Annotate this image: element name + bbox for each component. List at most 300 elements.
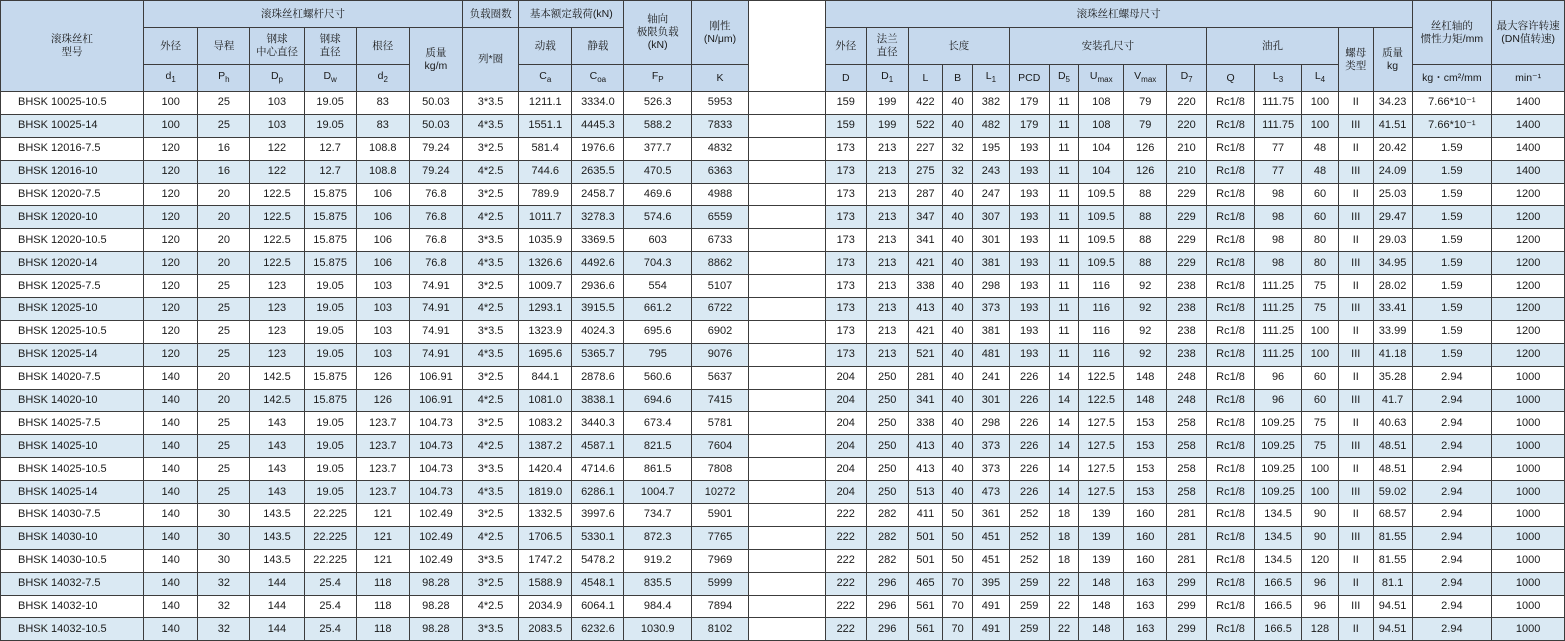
value-cell: 76.8 <box>409 229 462 252</box>
value-cell: 120 <box>144 320 198 343</box>
value-cell: 238 <box>1167 320 1207 343</box>
value-cell: 373 <box>972 298 1009 321</box>
value-cell: 298 <box>972 412 1009 435</box>
model-cell: BHSK 12020-10 <box>1 206 144 229</box>
value-cell: 20 <box>198 206 250 229</box>
symbol-ph: $P_h$ <box>198 65 250 92</box>
value-cell: 2.94 <box>1412 412 1492 435</box>
model-cell: BHSK 12016-7.5 <box>1 137 144 160</box>
value-cell: 127.5 <box>1079 458 1124 481</box>
value-cell: 5478.2 <box>572 549 624 572</box>
value-cell: 88 <box>1124 183 1167 206</box>
value-cell: 109.5 <box>1079 206 1124 229</box>
value-cell: 100 <box>144 114 198 137</box>
ball-center-dia-header: 钢球 中心直径 <box>250 28 304 65</box>
value-cell: 695.6 <box>624 320 691 343</box>
value-cell: 77 <box>1255 160 1302 183</box>
value-cell: 22.225 <box>304 504 356 527</box>
value-cell: 1000 <box>1492 458 1565 481</box>
value-cell: 96 <box>1255 366 1302 389</box>
value-cell: 1332.5 <box>519 504 572 527</box>
value-cell: 103 <box>250 114 304 137</box>
value-cell: 11 <box>1049 298 1079 321</box>
value-cell: 106.91 <box>409 366 462 389</box>
value-cell: 22.225 <box>304 526 356 549</box>
value-cell: 19.05 <box>304 320 356 343</box>
value-cell: 258 <box>1167 458 1207 481</box>
value-cell: 32 <box>198 572 250 595</box>
value-cell: 92 <box>1124 320 1167 343</box>
symbol-l1: $L_1$ <box>972 65 1009 92</box>
value-cell: 143.5 <box>250 549 304 572</box>
value-cell: 120 <box>144 229 198 252</box>
value-cell: 102.49 <box>409 504 462 527</box>
value-cell: 281 <box>1167 526 1207 549</box>
value-cell: Rc1/8 <box>1207 206 1255 229</box>
table-row <box>1 549 1565 572</box>
value-cell: 1000 <box>1492 618 1565 641</box>
value-cell: 153 <box>1124 481 1167 504</box>
value-cell: 109.5 <box>1079 252 1124 275</box>
value-cell: 60 <box>1302 389 1339 412</box>
value-cell: 100 <box>1302 92 1339 115</box>
dynamic-load-header: 动载 <box>519 28 572 65</box>
value-cell: 116 <box>1079 275 1124 298</box>
value-cell: 90 <box>1302 526 1339 549</box>
value-cell: 3278.3 <box>572 206 624 229</box>
value-cell: 25 <box>198 114 250 137</box>
value-cell: 59.02 <box>1373 481 1412 504</box>
value-cell: 1400 <box>1492 160 1565 183</box>
value-cell: 30 <box>198 526 250 549</box>
mount-hole-header: 安装孔尺寸 <box>1009 28 1206 65</box>
value-cell: 561 <box>908 595 943 618</box>
blank-cell <box>749 389 826 412</box>
model-cell: BHSK 14020-10 <box>1 389 144 412</box>
blank-cell <box>749 92 826 115</box>
value-cell: 5999 <box>691 572 748 595</box>
value-cell: 144 <box>250 572 304 595</box>
value-cell: Rc1/8 <box>1207 526 1255 549</box>
value-cell: 2878.6 <box>572 366 624 389</box>
value-cell: 22 <box>1049 595 1079 618</box>
symbol-d1: $d_1$ <box>144 65 198 92</box>
value-cell: 1200 <box>1492 229 1565 252</box>
value-cell: 252 <box>1009 504 1049 527</box>
value-cell: 11 <box>1049 343 1079 366</box>
nut-dimensions-header: 滚珠丝杠螺母尺寸 <box>825 1 1412 28</box>
stiffness-header: 刚性 (N/μm) <box>691 1 748 65</box>
value-cell: 134.5 <box>1255 526 1302 549</box>
value-cell: 222 <box>825 595 866 618</box>
value-cell: Rc1/8 <box>1207 504 1255 527</box>
value-cell: 4*2.5 <box>462 595 518 618</box>
value-cell: 41.51 <box>1373 114 1412 137</box>
value-cell: 143.5 <box>250 504 304 527</box>
value-cell: 79.24 <box>409 160 462 183</box>
value-cell: II <box>1338 275 1373 298</box>
model-cell: BHSK 14030-10.5 <box>1 549 144 572</box>
value-cell: 3*3.5 <box>462 458 518 481</box>
table-row <box>1 526 1565 549</box>
value-cell: 122.5 <box>250 252 304 275</box>
shaft-dimensions-header: 滚珠丝杠螺杆尺寸 <box>144 1 463 28</box>
model-cell: BHSK 14025-10.5 <box>1 458 144 481</box>
value-cell: 143 <box>250 435 304 458</box>
table-row <box>1 320 1565 343</box>
value-cell: 20 <box>198 389 250 412</box>
value-cell: 106 <box>356 183 409 206</box>
value-cell: 29.03 <box>1373 229 1412 252</box>
value-cell: 210 <box>1167 137 1207 160</box>
value-cell: 7.66*10⁻¹ <box>1412 114 1492 137</box>
symbol-nut-d: D <box>825 65 866 92</box>
value-cell: 144 <box>250 618 304 641</box>
value-cell: 173 <box>825 343 866 366</box>
value-cell: 122.5 <box>250 183 304 206</box>
table-row <box>1 595 1565 618</box>
value-cell: 15.875 <box>304 183 356 206</box>
value-cell: 122.5 <box>1079 366 1124 389</box>
value-cell: 1030.9 <box>624 618 691 641</box>
symbol-q: Q <box>1207 65 1255 92</box>
value-cell: 163 <box>1124 618 1167 641</box>
value-cell: Rc1/8 <box>1207 275 1255 298</box>
value-cell: 123 <box>250 275 304 298</box>
value-cell: 104.73 <box>409 435 462 458</box>
value-cell: 1211.1 <box>519 92 572 115</box>
value-cell: 40 <box>943 114 973 137</box>
value-cell: 159 <box>825 114 866 137</box>
value-cell: 296 <box>866 618 908 641</box>
value-cell: 118 <box>356 618 409 641</box>
value-cell: 25 <box>198 412 250 435</box>
value-cell: 259 <box>1009 618 1049 641</box>
value-cell: 6902 <box>691 320 748 343</box>
value-cell: II <box>1338 412 1373 435</box>
value-cell: 861.5 <box>624 458 691 481</box>
value-cell: III <box>1338 389 1373 412</box>
symbol-d5: $D_5$ <box>1049 65 1079 92</box>
value-cell: 2635.5 <box>572 160 624 183</box>
value-cell: 6733 <box>691 229 748 252</box>
value-cell: 6559 <box>691 206 748 229</box>
value-cell: 252 <box>1009 549 1049 572</box>
value-cell: 173 <box>825 206 866 229</box>
symbol-dp: $D_p$ <box>250 65 304 92</box>
value-cell: Rc1/8 <box>1207 114 1255 137</box>
value-cell: 2.94 <box>1412 435 1492 458</box>
value-cell: 144 <box>250 595 304 618</box>
value-cell: 123 <box>250 343 304 366</box>
blank-cell <box>749 412 826 435</box>
value-cell: 3*3.5 <box>462 618 518 641</box>
value-cell: 1.59 <box>1412 298 1492 321</box>
value-cell: 77 <box>1255 137 1302 160</box>
value-cell: 109.25 <box>1255 412 1302 435</box>
value-cell: 120 <box>144 206 198 229</box>
model-cell: BHSK 12016-10 <box>1 160 144 183</box>
value-cell: 41.18 <box>1373 343 1412 366</box>
value-cell: 1000 <box>1492 504 1565 527</box>
value-cell: 75 <box>1302 275 1339 298</box>
symbol-d2: $d_2$ <box>356 65 409 92</box>
value-cell: 120 <box>144 252 198 275</box>
value-cell: 88 <box>1124 229 1167 252</box>
value-cell: 50.03 <box>409 92 462 115</box>
value-cell: 213 <box>866 298 908 321</box>
value-cell: Rc1/8 <box>1207 549 1255 572</box>
value-cell: 193 <box>1009 298 1049 321</box>
value-cell: 281 <box>908 366 943 389</box>
value-cell: 94.51 <box>1373 595 1412 618</box>
value-cell: 501 <box>908 526 943 549</box>
value-cell: II <box>1338 458 1373 481</box>
value-cell: 76.8 <box>409 252 462 275</box>
value-cell: 25.4 <box>304 572 356 595</box>
model-cell: BHSK 14032-10 <box>1 595 144 618</box>
value-cell: 142.5 <box>250 366 304 389</box>
value-cell: 122 <box>250 137 304 160</box>
table-row <box>1 435 1565 458</box>
value-cell: 491 <box>972 595 1009 618</box>
blank-cell <box>749 183 826 206</box>
value-cell: 100 <box>1302 481 1339 504</box>
value-cell: 199 <box>866 92 908 115</box>
value-cell: 4*2.5 <box>462 435 518 458</box>
value-cell: III <box>1338 252 1373 275</box>
value-cell: 11 <box>1049 252 1079 275</box>
value-cell: 11 <box>1049 206 1079 229</box>
value-cell: 40 <box>943 343 973 366</box>
value-cell: 106 <box>356 206 409 229</box>
value-cell: 481 <box>972 343 1009 366</box>
symbol-coa: $C_{oa}$ <box>572 65 624 92</box>
value-cell: 92 <box>1124 343 1167 366</box>
value-cell: 213 <box>866 183 908 206</box>
value-cell: 22.225 <box>304 549 356 572</box>
value-cell: 195 <box>972 137 1009 160</box>
model-cell: BHSK 12020-14 <box>1 252 144 275</box>
value-cell: 76.8 <box>409 183 462 206</box>
value-cell: 704.3 <box>624 252 691 275</box>
value-cell: 106 <box>356 229 409 252</box>
value-cell: 1011.7 <box>519 206 572 229</box>
value-cell: 213 <box>866 252 908 275</box>
value-cell: 341 <box>908 229 943 252</box>
symbol-b: B <box>943 65 973 92</box>
value-cell: 984.4 <box>624 595 691 618</box>
table-row <box>1 458 1565 481</box>
value-cell: 98 <box>1255 183 1302 206</box>
value-cell: 96 <box>1302 595 1339 618</box>
value-cell: 451 <box>972 549 1009 572</box>
value-cell: 80 <box>1302 229 1339 252</box>
value-cell: 126 <box>1124 160 1167 183</box>
value-cell: 11 <box>1049 92 1079 115</box>
value-cell: Rc1/8 <box>1207 320 1255 343</box>
value-cell: 821.5 <box>624 435 691 458</box>
value-cell: 34.23 <box>1373 92 1412 115</box>
blank-column-header <box>749 1 826 92</box>
value-cell: 1000 <box>1492 389 1565 412</box>
value-cell: 252 <box>1009 526 1049 549</box>
value-cell: 70 <box>943 572 973 595</box>
model-cell: BHSK 14030-7.5 <box>1 504 144 527</box>
value-cell: 159 <box>825 92 866 115</box>
value-cell: 92 <box>1124 275 1167 298</box>
value-cell: 173 <box>825 275 866 298</box>
value-cell: 694.6 <box>624 389 691 412</box>
value-cell: 282 <box>866 526 908 549</box>
value-cell: 50 <box>943 526 973 549</box>
value-cell: 116 <box>1079 343 1124 366</box>
value-cell: Rc1/8 <box>1207 298 1255 321</box>
value-cell: 83 <box>356 92 409 115</box>
value-cell: 142.5 <box>250 389 304 412</box>
value-cell: 103 <box>356 298 409 321</box>
value-cell: 70 <box>943 618 973 641</box>
value-cell: 98 <box>1255 252 1302 275</box>
blank-cell <box>749 320 826 343</box>
value-cell: 7808 <box>691 458 748 481</box>
value-cell: 106.91 <box>409 389 462 412</box>
symbol-dw: $D_w$ <box>304 65 356 92</box>
value-cell: 213 <box>866 343 908 366</box>
value-cell: 15.875 <box>304 252 356 275</box>
value-cell: 282 <box>866 504 908 527</box>
value-cell: 213 <box>866 229 908 252</box>
value-cell: 40 <box>943 389 973 412</box>
value-cell: 1004.7 <box>624 481 691 504</box>
inertia-header: 丝杠轴的 惯性力矩/mm <box>1412 1 1492 65</box>
value-cell: 143 <box>250 481 304 504</box>
value-cell: 1000 <box>1492 412 1565 435</box>
value-cell: 108 <box>1079 92 1124 115</box>
value-cell: 20 <box>198 366 250 389</box>
value-cell: 127.5 <box>1079 412 1124 435</box>
value-cell: 248 <box>1167 389 1207 412</box>
value-cell: 160 <box>1124 504 1167 527</box>
value-cell: 193 <box>1009 183 1049 206</box>
value-cell: 121 <box>356 504 409 527</box>
value-cell: 126 <box>356 389 409 412</box>
value-cell: 123.7 <box>356 435 409 458</box>
value-cell: 104 <box>1079 137 1124 160</box>
table-row <box>1 252 1565 275</box>
value-cell: 227 <box>908 137 943 160</box>
value-cell: 248 <box>1167 366 1207 389</box>
value-cell: 15.875 <box>304 389 356 412</box>
value-cell: 148 <box>1124 366 1167 389</box>
value-cell: 469.6 <box>624 183 691 206</box>
value-cell: 522 <box>908 114 943 137</box>
value-cell: Rc1/8 <box>1207 252 1255 275</box>
value-cell: 166.5 <box>1255 618 1302 641</box>
value-cell: 213 <box>866 206 908 229</box>
value-cell: 4548.1 <box>572 572 624 595</box>
value-cell: 103 <box>356 320 409 343</box>
value-cell: 4492.6 <box>572 252 624 275</box>
value-cell: 1000 <box>1492 481 1565 504</box>
value-cell: 140 <box>144 481 198 504</box>
value-cell: 222 <box>825 526 866 549</box>
value-cell: 14 <box>1049 412 1079 435</box>
value-cell: 844.1 <box>519 366 572 389</box>
value-cell: 5637 <box>691 366 748 389</box>
value-cell: 40 <box>943 458 973 481</box>
value-cell: 19.05 <box>304 481 356 504</box>
value-cell: 526.3 <box>624 92 691 115</box>
value-cell: 296 <box>866 572 908 595</box>
value-cell: 40 <box>943 206 973 229</box>
value-cell: 4832 <box>691 137 748 160</box>
value-cell: 79 <box>1124 92 1167 115</box>
value-cell: 8102 <box>691 618 748 641</box>
value-cell: 422 <box>908 92 943 115</box>
value-cell: 282 <box>866 549 908 572</box>
value-cell: Rc1/8 <box>1207 389 1255 412</box>
value-cell: 20.42 <box>1373 137 1412 160</box>
value-cell: 2.94 <box>1412 618 1492 641</box>
table-row <box>1 298 1565 321</box>
value-cell: 74.91 <box>409 275 462 298</box>
value-cell: 35.28 <box>1373 366 1412 389</box>
value-cell: 33.41 <box>1373 298 1412 321</box>
value-cell: 229 <box>1167 183 1207 206</box>
max-speed-header: 最大容许转速 (DN值转速) <box>1492 1 1565 65</box>
value-cell: II <box>1338 618 1373 641</box>
value-cell: 3*3.5 <box>462 549 518 572</box>
value-cell: 3*2.5 <box>462 504 518 527</box>
value-cell: 395 <box>972 572 1009 595</box>
value-cell: 2.94 <box>1412 549 1492 572</box>
value-cell: 179 <box>1009 114 1049 137</box>
value-cell: 173 <box>825 137 866 160</box>
value-cell: Rc1/8 <box>1207 572 1255 595</box>
value-cell: 18 <box>1049 549 1079 572</box>
value-cell: 250 <box>866 458 908 481</box>
value-cell: 74.91 <box>409 320 462 343</box>
table-row <box>1 206 1565 229</box>
value-cell: 40 <box>943 252 973 275</box>
value-cell: 4*2.5 <box>462 206 518 229</box>
value-cell: II <box>1338 504 1373 527</box>
value-cell: 128 <box>1302 618 1339 641</box>
value-cell: 298 <box>972 275 1009 298</box>
value-cell: 81.55 <box>1373 526 1412 549</box>
value-cell: 40 <box>943 366 973 389</box>
value-cell: 34.95 <box>1373 252 1412 275</box>
value-cell: 120 <box>144 183 198 206</box>
value-cell: 4*2.5 <box>462 526 518 549</box>
value-cell: 139 <box>1079 549 1124 572</box>
value-cell: 4587.1 <box>572 435 624 458</box>
value-cell: 373 <box>972 458 1009 481</box>
value-cell: 299 <box>1167 618 1207 641</box>
blank-cell <box>749 160 826 183</box>
value-cell: 19.05 <box>304 458 356 481</box>
value-cell: 15.875 <box>304 229 356 252</box>
value-cell: 32 <box>198 618 250 641</box>
value-cell: 76.8 <box>409 206 462 229</box>
value-cell: 226 <box>1009 458 1049 481</box>
value-cell: 40 <box>943 183 973 206</box>
value-cell: 109.25 <box>1255 435 1302 458</box>
value-cell: 123.7 <box>356 481 409 504</box>
symbol-d7: $D_7$ <box>1167 65 1207 92</box>
value-cell: 111.75 <box>1255 114 1302 137</box>
